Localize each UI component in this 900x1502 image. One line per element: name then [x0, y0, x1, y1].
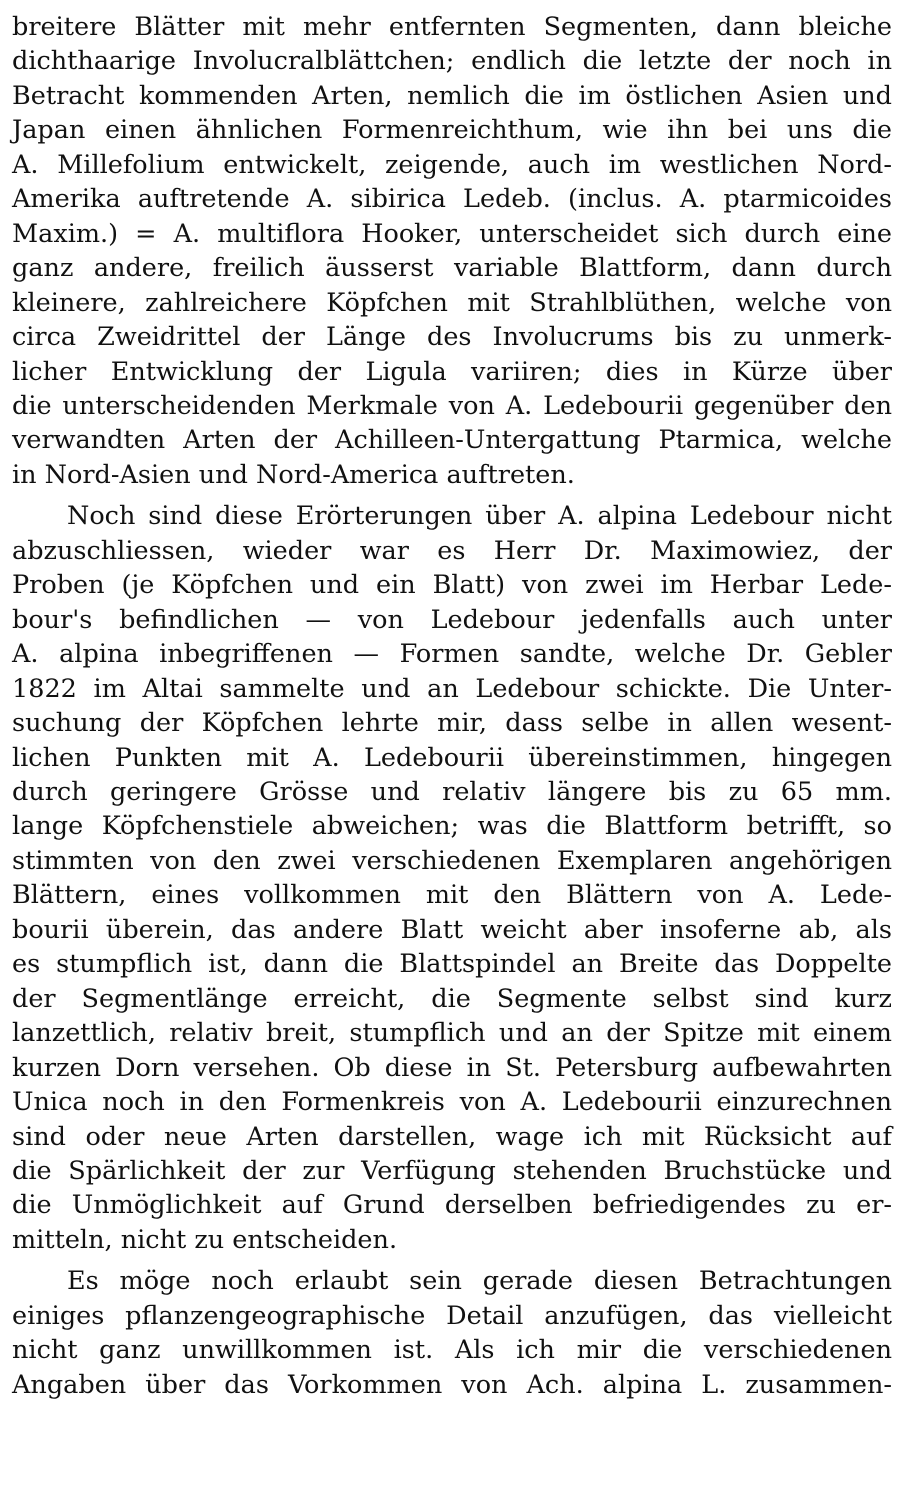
text-line: kleinere, zahlreichere Köpfchen mit Strahlblüthen, welche von	[12, 287, 892, 318]
text-line: die Spärlichkeit der zur Verfügung stehenden Bruchstücke und	[12, 1155, 892, 1186]
document-page	[12, 10, 892, 1402]
text-line: der Segmentlänge erreicht, die Segmente selbst sind kurz	[12, 983, 892, 1014]
text-line: bour's befindlichen — von Ledebour jedenfalls auch unter	[12, 604, 892, 635]
text-line: 1822 im Altai sammelte und an Ledebour schickte. Die Unter-	[12, 673, 892, 704]
text-line: A. Millefolium entwickelt, zeigende, auch im westlichen Nord-	[12, 149, 892, 180]
paragraph-2	[12, 499, 892, 1257]
text-line: die unterscheidenden Merkmale von A. Ledebourii gegenüber den	[12, 390, 892, 421]
text-line: A. alpina inbegriffenen — Formen sandte, welche Dr. Gebler	[12, 639, 892, 670]
text-line: lange Köpfchenstiele abweichen; was die Blattform betrifft, so	[12, 811, 892, 842]
text-line: lanzettlich, relativ breit, stumpflich und an der Spitze mit einem	[12, 1018, 892, 1049]
text-line: licher Entwicklung der Ligula variiren; dies in Kürze über	[12, 356, 892, 387]
text-line: dichthaarige Involucralblättchen; endlich die letzte der noch in	[12, 46, 892, 77]
text-line: ganz andere, freilich äusserst variable Blattform, dann durch	[12, 253, 892, 284]
paragraph-3	[12, 1264, 892, 1402]
text-line: breitere Blätter mit mehr entfernten Segmenten, dann bleiche	[12, 12, 892, 42]
text-line: Unica noch in den Formenkreis von A. Ledebourii einzurechnen	[12, 1087, 892, 1118]
text-line: Proben (je Köpfchen und ein Blatt) von zwei im Herbar Lede-	[12, 570, 892, 601]
text-line: suchung der Köpfchen lehrte mir, dass selbe in allen wesent-	[12, 708, 892, 739]
text-line: durch geringere Grösse und relativ längere bis zu 65 mm.	[12, 776, 892, 807]
text-line: in Nord-Asien und Nord-America auftreten.	[12, 459, 575, 490]
text-line: einiges pflanzengeographische Detail anzufügen, das vielleicht	[12, 1300, 892, 1331]
text-line: sind oder neue Arten darstellen, wage ich mit Rücksicht auf	[12, 1121, 892, 1152]
text-line: es stumpflich ist, dann die Blattspindel an Breite das Doppelte	[12, 949, 892, 980]
text-line: Maxim.) = A. multiflora Hooker, unterscheidet sich durch eine	[12, 218, 892, 249]
text-line: verwandten Arten der Achilleen-Untergattung Ptarmica, welche	[12, 425, 892, 456]
text-line: Noch sind diese Erörterungen über A. alpina Ledebour nicht	[67, 501, 892, 532]
text-line: circa Zweidrittel der Länge des Involucrums bis zu unmerk-	[12, 322, 892, 353]
text-line: Betracht kommenden Arten, nemlich die im östlichen Asien und	[12, 80, 892, 111]
text-line: bourii überein, das andere Blatt weicht aber insoferne ab, als	[12, 914, 892, 945]
text-line: Angaben über das Vorkommen von Ach. alpina L. zusammen-	[12, 1369, 892, 1400]
text-line: die Unmöglichkeit auf Grund derselben befriedigendes zu er-	[12, 1190, 892, 1221]
text-line: Es möge noch erlaubt sein gerade diesen Betrachtungen	[67, 1266, 892, 1297]
paragraph-1	[12, 10, 892, 492]
text-line: Blättern, eines vollkommen mit den Blättern von A. Lede-	[12, 880, 892, 911]
text-line: kurzen Dorn versehen. Ob diese in St. Petersburg aufbewahrten	[12, 1052, 892, 1083]
text-line: abzuschliessen, wieder war es Herr Dr. Maximowiez, der	[12, 535, 892, 566]
text-line: lichen Punkten mit A. Ledebourii übereinstimmen, hingegen	[12, 742, 892, 773]
text-line: Japan einen ähnlichen Formenreichthum, wie ihn bei uns die	[12, 115, 892, 146]
text-line: stimmten von den zwei verschiedenen Exemplaren angehörigen	[12, 845, 892, 876]
text-line: Amerika auftretende A. sibirica Ledeb. (inclus. A. ptarmicoides	[12, 184, 892, 215]
text-line: nicht ganz unwillkommen ist. Als ich mir die verschiedenen	[12, 1335, 892, 1366]
text-line: mitteln, nicht zu entscheiden.	[12, 1224, 398, 1255]
